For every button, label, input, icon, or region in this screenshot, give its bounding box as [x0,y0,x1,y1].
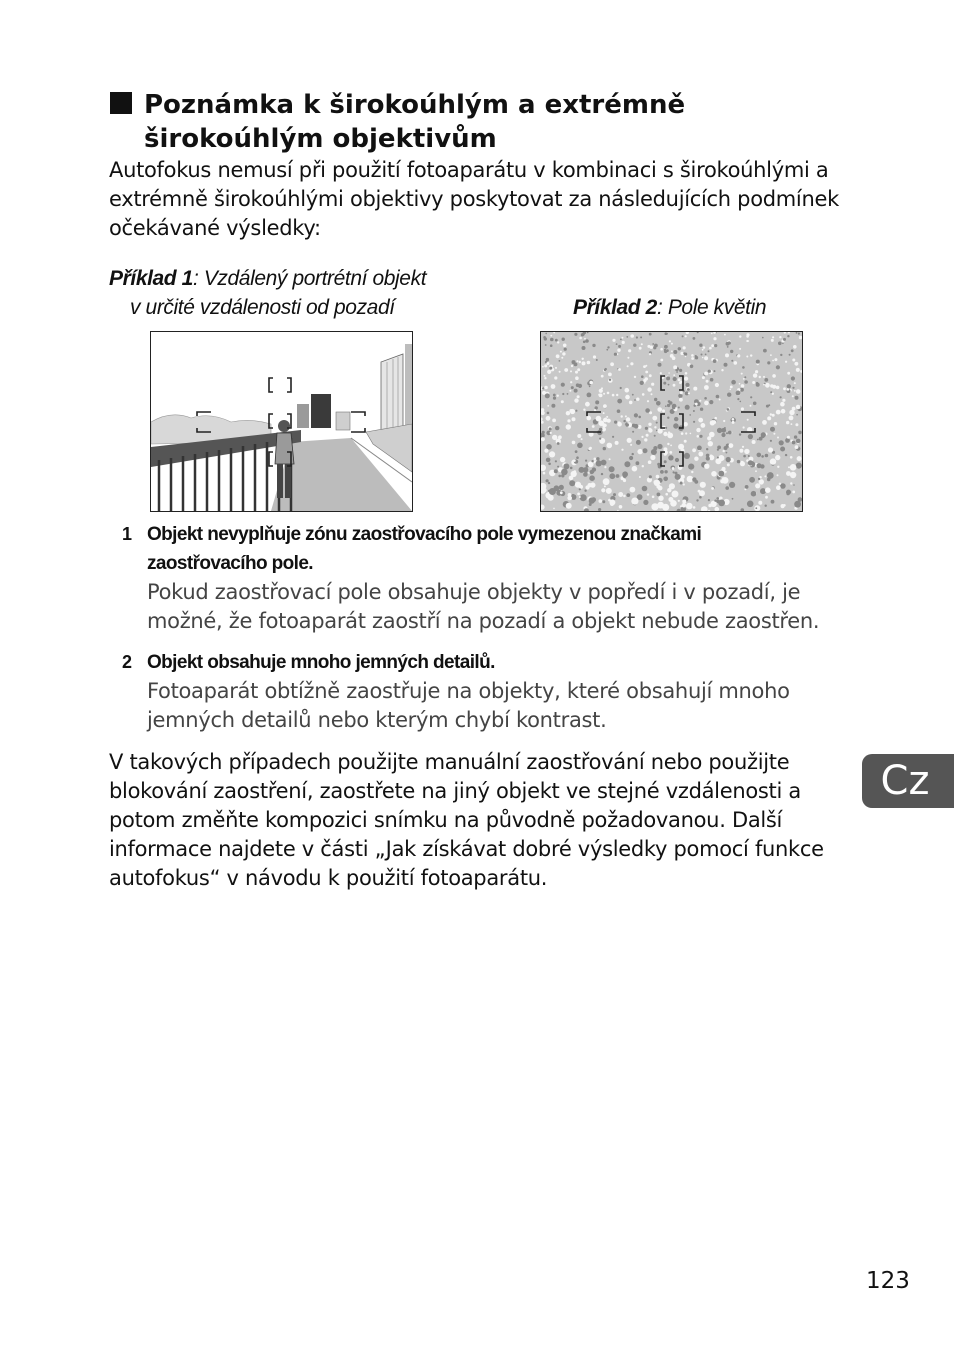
section-heading [110,88,850,156]
example-2-caption [573,293,833,322]
example-2-illustration [540,331,803,512]
item-number: 1 [122,524,133,544]
example-2-label: Příklad 2 [573,296,657,319]
section-title: Poznámka k širokoúhlým a extrémně širokoúhlým objektivům [144,90,686,154]
language-tab: Cz [862,754,954,808]
list-item [122,520,822,636]
closing-paragraph: V takových případech použijte manuální zaostřování nebo použijte blokování zaostření, zaostřete na jiný objekt ve stejné vzdálenosti a potom změňte kompozici snímku na původně požadovanou. Další informace najdete v části „Jak získávat dobré výsledky pomocí funkce autofokus“ v návodu k použití fotoaparátu. [109,750,824,890]
example-2-text: : Pole květin [656,296,767,319]
item-title: Objekt obsahuje mnoho jemných detailů. [147,652,495,673]
item-description: Fotoaparát obtížně zaostřuje na objekty, které obsahují mnoho jemných detailů nebo kterým chybí kontrast. [147,679,790,732]
example-1-text-line2: v určité vzdálenosti od pozadí [130,296,395,319]
example-1-illustration [150,331,413,512]
building-dark [311,394,331,428]
item-number: 2 [122,652,133,672]
example-1-label: Příklad 1 [109,267,193,290]
item-title: Objekt nevyplňuje zónu zaostřovacího pole vymezenou značkami zaostřovacího pole. [147,524,702,574]
intro-paragraph: Autofokus nemusí při použití fotoaparátu v kombinaci s širokoúhlými a extrémně širokoúhlými objektivy poskytovat za následujících podmínek očekávané výsledky: [109,158,839,240]
page-number: 123 [866,1268,910,1294]
item-description: Pokud zaostřovací pole obsahuje objekty v popředí i v pozadí, je možné, že fotoaparát zaostří na pozadí a objekt nebude zaostřen. [147,580,820,633]
list-item [122,648,822,735]
square-bullet-icon [110,92,132,114]
example-1-caption [109,264,469,322]
example-1-text-line1: : Vzdálený portrétní objekt [192,267,427,290]
